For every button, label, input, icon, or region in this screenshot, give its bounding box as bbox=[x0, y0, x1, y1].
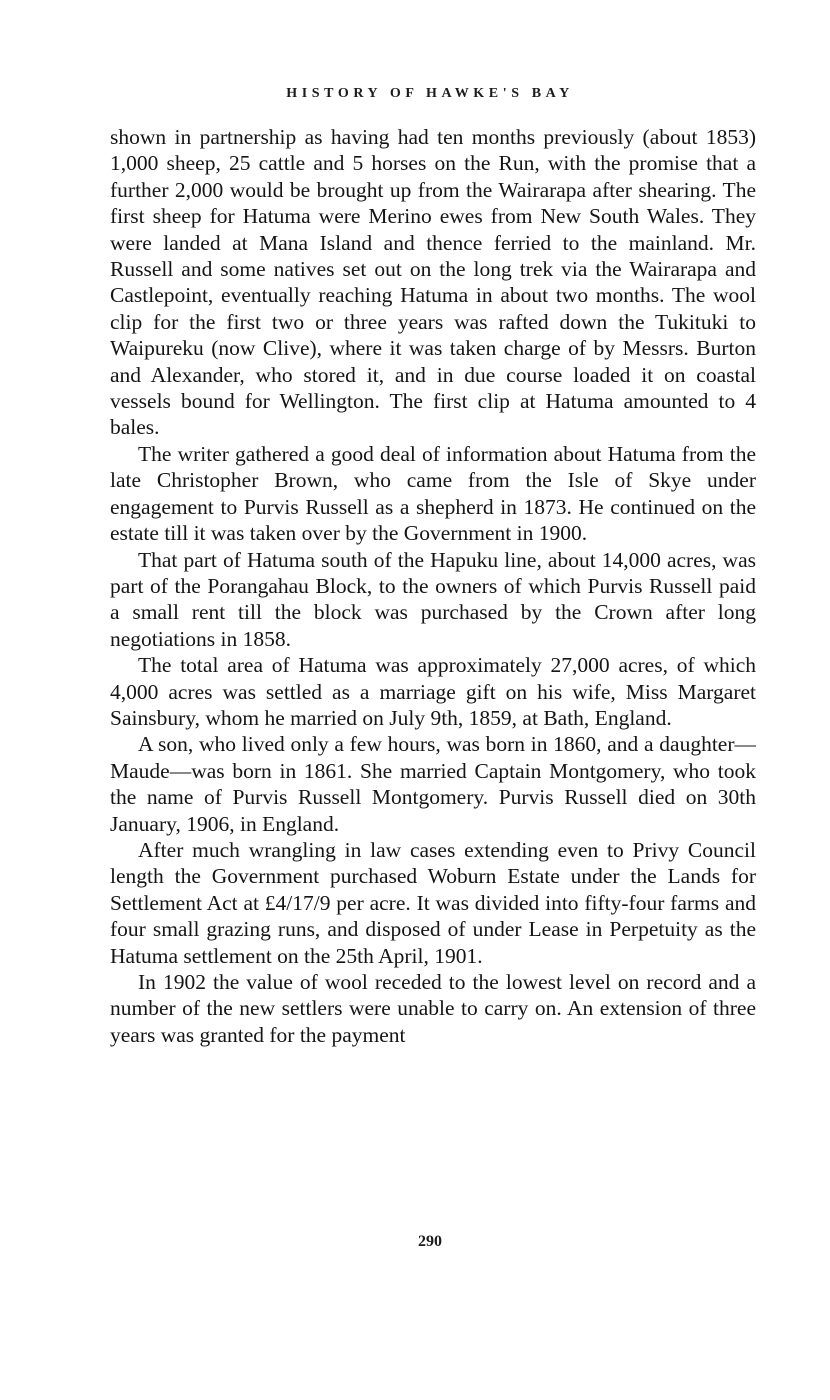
body-text bbox=[110, 124, 756, 1048]
paragraph: That part of Hatuma south of the Hapuku line, about 14,000 acres, was part of the Porangahau Block, to the owners of which Purvis Russell paid a small rent till the block was purchased by the Crown after long negotiations in 1858. bbox=[110, 547, 756, 651]
page-number: 290 bbox=[418, 1233, 442, 1250]
paragraph: The total area of Hatuma was approximately 27,000 acres, of which 4,000 acres was settled as a marriage gift on his wife, Miss Margaret Sainsbury, whom he married on July 9th, 1859, at Bath, England. bbox=[110, 653, 756, 730]
paragraph: The writer gathered a good deal of information about Hatuma from the late Christopher Brown, who came from the Isle of Skye under engagement to Purvis Russell as a shepherd in 1873. He continued on the estate till it was taken over by the Government in 1900. bbox=[110, 441, 756, 546]
paragraph: In 1902 the value of wool receded to the lowest level on record and a number of the new settlers were unable to carry on. An extension of three years was granted for the payment bbox=[110, 970, 756, 1047]
running-head: HISTORY OF HAWKE'S BAY bbox=[286, 86, 574, 101]
paragraph: shown in partnership as having had ten months previously (about 1853) 1,000 sheep, 25 cattle and 5 horses on the Run, with the promise that a further 2,000 would be brought up from the Wairarapa after shearing. The first sheep for Hatuma were Merino ewes from New South Wales. They were landed at Mana Island and thence ferried to the mainland. Mr. Russell and some natives set out on the long trek via the Wairarapa and Castlepoint, eventually reaching Hatuma in about two months. The wool clip for the first two or three years was rafted down the Tukituki to Waipureku (now Clive), where it was taken charge of by Messrs. Burton and Alexander, who stored it, and in due course loaded it on coastal vessels bound for Wellington. The first clip at Hatuma amounted to 4 bales. bbox=[110, 125, 756, 440]
paragraph: A son, who lived only a few hours, was born in 1860, and a daughter—Maude—was born in 1861. She married Captain Montgomery, who took the name of Purvis Russell Montgomery. Purvis Russell died on 30th January, 1906, in England. bbox=[110, 732, 756, 836]
paragraph: After much wrangling in law cases extending even to Privy Council length the Government purchased Woburn Estate under the Lands for Settlement Act at £4/17/9 per acre. It was divided into fifty-four farms and four small grazing runs, and disposed of under Lease in Perpetuity as the Hatuma settlement on the 25th April, 1901. bbox=[110, 837, 756, 968]
